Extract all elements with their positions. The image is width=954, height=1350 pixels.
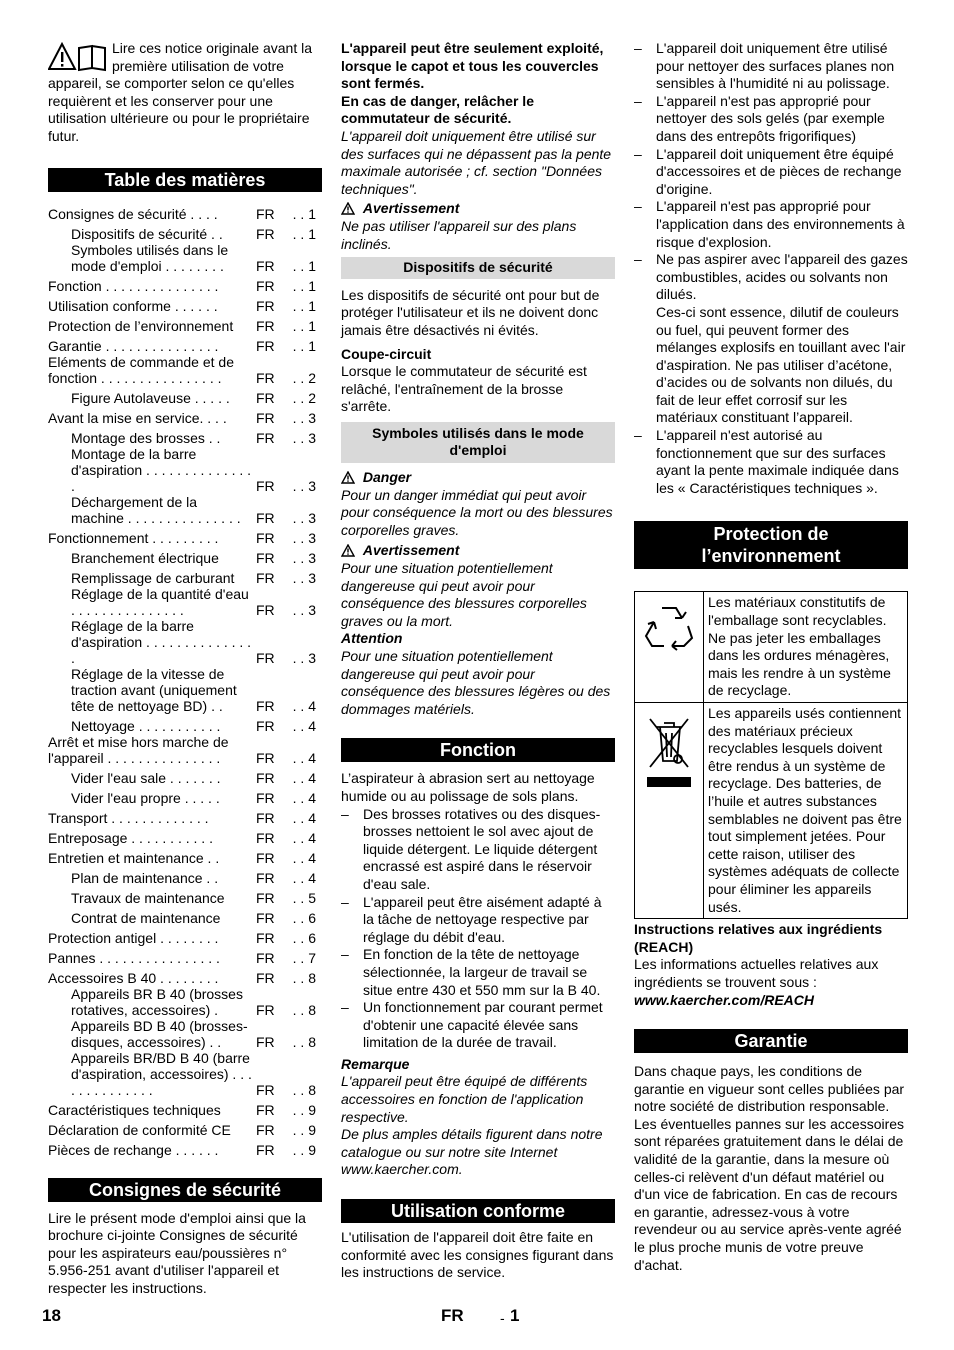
- toc-entry-title: Avant la mise en service. . . .: [48, 409, 227, 426]
- toc-heading: Table des matières: [48, 168, 322, 192]
- toc-entry-page: . . 5: [292, 889, 316, 906]
- toc-entry-page: . . 2: [292, 369, 316, 386]
- reach-text: Les informations actuelles relatives aux ingrédients se trouvent sous :: [634, 956, 879, 990]
- list-item: – L'appareil n'est autorisé au fonctionnement que sur des surfaces ayant la pente maximale indiquée dans les « Caractéristiques techniques ».: [634, 427, 908, 497]
- toc-row[interactable]: [48, 618, 322, 666]
- safety-text: Lire le présent mode d'emploi ainsi que la brochure ci-jointe Consignes de sécurité pour les aspirateurs eau/poussières n° 5.956-251 avant d'utiliser l'appareil et respecter les instructions.: [48, 1209, 306, 1296]
- toc-row[interactable]: [48, 354, 322, 386]
- toc-row[interactable]: [48, 294, 322, 314]
- toc-row[interactable]: [48, 926, 322, 946]
- toc-entry-title: Pannes . . . . . . . . . . . . . . . .: [48, 949, 220, 966]
- slope-note: L'appareil doit uniquement être utilisé sur des surfaces qui ne dépassent pas la pente maximale autorisée ; cf. section "Données techniques".: [341, 127, 612, 197]
- toc-entry-title: Dispositifs de sécurité . .: [71, 225, 223, 242]
- warning-icon: [341, 544, 355, 557]
- toc-entry-title: Caractéristiques techniques: [48, 1101, 221, 1118]
- weee-text: Les appareils usés contiennent des matériaux précieux recyclables lesquels doivent être rendus à un système de recyclage. Des batteries, de l’huile et autres substances semblables ne doivent pas être tout simplement jetées. Pour cette raison, utiliser des systèmes adéquats de collecte pour éliminer les appareils usés.: [704, 703, 908, 919]
- toc-row[interactable]: [48, 946, 322, 966]
- list-item: – L'appareil n'est pas approprié pour l'application dans des environnements à risque d'explosion.: [634, 198, 908, 251]
- toc-entry-page: . . 6: [292, 909, 316, 926]
- toc-row[interactable]: [48, 906, 322, 926]
- devices-text: Les dispositifs de sécurité ont pour but de protéger l'utilisateur et ils ne doivent donc jamais être désactivés ni évités.: [341, 286, 600, 338]
- toc-row[interactable]: [48, 734, 322, 766]
- toc-entry-lang: FR: [256, 409, 275, 426]
- toc-row[interactable]: [48, 446, 322, 494]
- function-list-item: – Un fonctionnement par courant permet d'obtenir une capacité élevée sans limitation de la durée de travail.: [341, 999, 615, 1052]
- devices-heading: Dispositifs de sécurité: [341, 257, 615, 279]
- list-item: – L'appareil doit uniquement être utilisé pour nettoyer des surfaces planes non sensibles à l'humidité ni au polissage.: [634, 40, 908, 93]
- toc-table: [48, 202, 322, 1158]
- safety-heading: Consignes de sécurité: [48, 1178, 322, 1202]
- toc-entry-title: Symboles utilisés dans le mode d'emploi . . . . . . . .: [71, 241, 229, 274]
- toc-entry-title: Réglage de la quantité d'eau . . . . . . . . . . . . . . .: [71, 585, 249, 618]
- toc-entry-page: . . 3: [292, 529, 316, 546]
- toc-row[interactable]: [48, 666, 322, 714]
- toc-row[interactable]: [48, 786, 322, 806]
- column-1: [48, 40, 322, 1298]
- toc-row[interactable]: [48, 886, 322, 906]
- function-list-item: – L'appareil peut être aisément adapté à la tâche de nettoyage respective par réglage du débit d'eau.: [341, 894, 615, 947]
- column-2: [341, 40, 615, 1282]
- toc-entry-title: Protection antigel . . . . . . . .: [48, 929, 219, 946]
- toc-row[interactable]: [48, 966, 322, 986]
- toc-entry-title: Appareils BR/BD B 40 (barre d'aspiration, accessoires) . . . . . . . . . . . . . .: [71, 1049, 252, 1098]
- list-item: – Ne pas aspirer avec l'appareil des gazes combustibles, acides ou solvants non dilués.: [634, 251, 908, 304]
- toc-row[interactable]: [48, 202, 322, 222]
- toc-row[interactable]: [48, 1118, 322, 1138]
- toc-entry-lang: FR: [256, 205, 275, 222]
- toc-entry-lang: FR: [256, 297, 275, 314]
- toc-entry-page: . . 4: [292, 717, 316, 734]
- toc-entry-title: Arrêt et mise hors marche de l'appareil . . . . . . . . . . . . . . .: [48, 733, 229, 766]
- attention-label: Attention: [341, 630, 403, 647]
- function-heading: Fonction: [341, 738, 615, 762]
- toc-row[interactable]: [48, 386, 322, 406]
- toc-row[interactable]: [48, 222, 322, 242]
- toc-entry-title: Appareils BR B 40 (brosses rotatives, accessoires) .: [71, 985, 243, 1018]
- toc-entry-lang: FR: [256, 317, 275, 334]
- toc-entry-page: . . 4: [292, 809, 316, 826]
- recycle-cell: [635, 592, 704, 703]
- toc-entry-title: Travaux de maintenance: [71, 889, 225, 906]
- toc-entry-lang: FR: [256, 889, 275, 906]
- toc-entry-lang: FR: [256, 369, 275, 386]
- environment-heading: Protection de l’environnement: [634, 521, 908, 569]
- toc-entry-title: Accessoires B 40 . . . . . . . .: [48, 969, 219, 986]
- warning-text-2: Pour une situation potentiellement dangereuse qui peut avoir pour conséquence des blessures corporelles graves ou la mort.: [341, 560, 587, 629]
- column-3: [634, 40, 908, 1274]
- toc-entry-page: . . 1: [292, 205, 316, 222]
- toc-entry-lang: FR: [256, 697, 275, 714]
- toc-entry-lang: FR: [256, 869, 275, 886]
- reach-link[interactable]: www.kaercher.com/REACH: [634, 991, 814, 1008]
- toc-entry-title: Déclaration de conformité CE: [48, 1121, 231, 1138]
- toc-entry-title: Transport . . . . . . . . . . . . .: [48, 809, 209, 826]
- toc-entry-lang: FR: [256, 929, 275, 946]
- toc-entry-lang: FR: [256, 1001, 275, 1018]
- toc-entry-lang: FR: [256, 1101, 275, 1118]
- function-list: [341, 806, 615, 1052]
- toc-entry-page: . . 9: [292, 1101, 316, 1118]
- toc-entry-lang: FR: [256, 649, 275, 666]
- toc-row[interactable]: [48, 566, 322, 586]
- toc-entry-page: . . 8: [292, 969, 316, 986]
- toc-row[interactable]: [48, 826, 322, 846]
- toc-entry-page: . . 1: [292, 337, 316, 354]
- toc-entry-title: Montage de la barre d'aspiration . . . . . . . . . . . . . . .: [71, 445, 252, 494]
- toc-entry-title: Contrat de maintenance: [71, 909, 221, 926]
- function-list-item: – En fonction de la tête de nettoyage sélectionnée, la largeur de travail se situe entre 430 et 550 mm sur la B 40.: [341, 946, 615, 999]
- toc-entry-page: . . 1: [292, 225, 316, 242]
- toc-entry-lang: FR: [256, 717, 275, 734]
- cutout-heading: Coupe-circuit: [341, 345, 432, 362]
- toc-row[interactable]: [48, 986, 322, 1018]
- toc-entry-title: Pièces de rechange . . . . . .: [48, 1141, 219, 1158]
- toc-entry-page: . . 4: [292, 749, 316, 766]
- toc-row[interactable]: [48, 866, 322, 886]
- toc-entry-page: . . 4: [292, 829, 316, 846]
- intro-text: Lire ces notice originale avant la première utilisation de votre appareil, se comporter selon ce qu'elles requièrent et les conserver pour une utilisation ultérieure ou pour le propriétaire futur.: [48, 40, 313, 144]
- footer-section-number: 1: [510, 1306, 520, 1325]
- toc-entry-title: Réglage de la barre d'aspiration . . . . . . . . . . . . . . .: [71, 617, 252, 666]
- toc-row[interactable]: [48, 546, 322, 566]
- toc-row[interactable]: [48, 806, 322, 826]
- toc-entry-page: . . 3: [292, 549, 316, 566]
- list-item-extra: Ces-ci sont essence, dilutif de couleurs ou fuel, qui peuvent former des mélanges explosifs en touillant avec l'air d'aspiration. Ne pas utiliser d’acétone, d’acides ou de solvants non dilués, du fait de leur effet corrosif sur les matériaux constituant l’appareil.: [656, 303, 906, 426]
- toc-entry-lang: FR: [256, 969, 275, 986]
- intro-block: [48, 40, 322, 146]
- crossed-bin-icon: [642, 711, 696, 791]
- toc-entry-lang: FR: [256, 429, 275, 446]
- recycle-text: Les matériaux constitutifs de l'emballage sont recyclables. Ne pas jeter les emballages dans les ordures ménagères, mais les rendre à un système de recyclage.: [704, 592, 908, 703]
- toc-row[interactable]: [48, 1018, 322, 1050]
- toc-entry-page: . . 4: [292, 697, 316, 714]
- warning-book-icon: [48, 42, 108, 72]
- toc-entry-lang: FR: [256, 549, 275, 566]
- toc-entry-lang: FR: [256, 789, 275, 806]
- toc-entry-page: . . 3: [292, 477, 316, 494]
- weee-cell: [635, 703, 704, 919]
- toc-entry-page: . . 1: [292, 277, 316, 294]
- toc-entry-lang: FR: [256, 389, 275, 406]
- toc-entry-title: Nettoyage . . . . . . . . . . .: [71, 717, 221, 734]
- toc-entry-lang: FR: [256, 277, 275, 294]
- warning-label-1: [341, 200, 615, 218]
- toc-entry-title: Déchargement de la machine . . . . . . . . . . . . . . .: [71, 493, 241, 526]
- page-number: 18: [42, 1306, 61, 1325]
- toc-entry-title: Eléments de commande et de fonction . . . . . . . . . . . . . . . .: [48, 353, 234, 386]
- toc-entry-page: . . 8: [292, 1001, 316, 1018]
- toc-entry-title: Consignes de sécurité . . . .: [48, 205, 218, 222]
- warning-label-text: Avertissement: [362, 200, 460, 217]
- toc-entry-lang: FR: [256, 509, 275, 526]
- toc-row[interactable]: [48, 1098, 322, 1118]
- toc-row[interactable]: [48, 1050, 322, 1098]
- toc-entry-title: Réglage de la vitesse de traction avant (uniquement tête de nettoyage BD) . .: [71, 665, 237, 714]
- toc-entry-page: . . 6: [292, 929, 316, 946]
- toc-entry-lang: FR: [256, 849, 275, 866]
- toc-entry-lang: FR: [256, 477, 275, 494]
- toc-row[interactable]: [48, 846, 322, 866]
- toc-entry-lang: FR: [256, 1081, 275, 1098]
- toc-entry-lang: FR: [256, 749, 275, 766]
- toc-entry-title: Garantie . . . . . . . . . . . . . . .: [48, 337, 219, 354]
- environment-table: [634, 591, 908, 919]
- toc-entry-page: . . 2: [292, 389, 316, 406]
- toc-entry-lang: FR: [256, 337, 275, 354]
- cutout-text: Lorsque le commutateur de sécurité est relâché, l'entraînement de la brosse s'arrête.: [341, 363, 587, 415]
- toc-entry-page: . . 4: [292, 849, 316, 866]
- footer-separator: -: [500, 1310, 505, 1326]
- list-item: – L'appareil n'est pas approprié pour nettoyer des sols gelés (par exemple dans des entrepôts frigorifiques): [634, 93, 908, 146]
- warning-label-2-text: Avertissement: [362, 542, 460, 559]
- toc-entry-lang: FR: [256, 225, 275, 242]
- toc-entry-lang: FR: [256, 1141, 275, 1158]
- toc-entry-lang: FR: [256, 257, 275, 274]
- danger-label-text: Danger: [362, 469, 412, 486]
- bold-note-2: En cas de danger, relâcher le commutateur de sécurité.: [341, 92, 534, 127]
- toc-row[interactable]: [48, 334, 322, 354]
- toc-row[interactable]: [48, 766, 322, 786]
- toc-entry-title: Plan de maintenance . .: [71, 869, 219, 886]
- usage-heading: Utilisation conforme: [341, 1199, 615, 1223]
- warning-label-2: [341, 542, 615, 560]
- toc-entry-lang: FR: [256, 949, 275, 966]
- toc-entry-title: Fonctionnement . . . . . . . . .: [48, 529, 219, 546]
- toc-entry-lang: FR: [256, 529, 275, 546]
- toc-entry-page: . . 3: [292, 601, 316, 618]
- toc-entry-title: Entreposage . . . . . . . . . . .: [48, 829, 213, 846]
- toc-row[interactable]: [48, 274, 322, 294]
- toc-entry-lang: FR: [256, 1121, 275, 1138]
- toc-row[interactable]: [48, 714, 322, 734]
- toc-entry-page: . . 3: [292, 509, 316, 526]
- toc-entry-lang: FR: [256, 601, 275, 618]
- toc-entry-page: . . 1: [292, 257, 316, 274]
- toc-entry-page: . . 9: [292, 1121, 316, 1138]
- remark-label: Remarque: [341, 1055, 410, 1072]
- toc-entry-page: . . 3: [292, 429, 316, 446]
- symbols-heading: Symboles utilisés dans le mode d'emploi: [341, 422, 615, 463]
- function-list-item: – Des brosses rotatives ou des disques-brosses nettoient le sol avec ajout de liquide détergent. Le liquide détergent encrassé est aspiré dans le réservoir d'eau sale.: [341, 806, 615, 894]
- toc-row[interactable]: [48, 426, 322, 446]
- toc-entry-title: Protection de l’environnement: [48, 317, 234, 334]
- reach-heading: Instructions relatives aux ingrédients (REACH): [634, 921, 883, 955]
- toc-entry-page: . . 1: [292, 297, 316, 314]
- toc-row[interactable]: [48, 406, 322, 426]
- toc-row[interactable]: [48, 1138, 322, 1158]
- toc-entry-title: Fonction . . . . . . . . . . . . . . .: [48, 277, 219, 294]
- toc-entry-page: . . 3: [292, 569, 316, 586]
- remark-text-2: De plus amples détails figurent dans notre catalogue ou sur notre site Internet www.kaercher.com.: [341, 1126, 603, 1178]
- footer-lang: FR: [441, 1306, 464, 1325]
- toc-entry-page: . . 7: [292, 949, 316, 966]
- toc-entry-lang: FR: [256, 809, 275, 826]
- warranty-text: Dans chaque pays, les conditions de garantie en vigueur sont celles publiées par notre société de distribution responsable. Les éventuelles pannes sur les accessoires sont réparées gratuitement dans le délai de validité de la garantie, dans la mesure où celles-ci relèvent d'un défaut matériel ou d'un vice de fabrication. En cas de recours en garantie, adressez-vous à votre revendeur ou au service après-vente agréé le plus proche munis de votre preuve d'achat.: [634, 1063, 905, 1273]
- toc-entry-page: . . 8: [292, 1033, 316, 1050]
- toc-entry-page: . . 8: [292, 1081, 316, 1098]
- warranty-heading: Garantie: [634, 1029, 908, 1053]
- toc-entry-page: . . 9: [292, 1141, 316, 1158]
- toc-entry-page: . . 3: [292, 409, 316, 426]
- toc-entry-page: . . 4: [292, 789, 316, 806]
- toc-entry-title: Remplissage de carburant: [71, 569, 235, 586]
- remark-text-1: L'appareil peut être équipé de différents accessoires en fonction de l'application respective.: [341, 1073, 588, 1125]
- toc-entry-lang: FR: [256, 909, 275, 926]
- danger-text: Pour un danger immédiat qui peut avoir pour conséquence la mort ou des blessures corporelles graves.: [341, 486, 613, 538]
- toc-entry-title: Montage des brosses . .: [71, 429, 221, 446]
- toc-entry-lang: FR: [256, 829, 275, 846]
- toc-entry-title: Utilisation conforme . . . . . .: [48, 297, 218, 314]
- toc-row[interactable]: [48, 314, 322, 334]
- toc-entry-title: Branchement électrique: [71, 549, 219, 566]
- incline-note: Ne pas utiliser l'appareil sur des plans inclinés.: [341, 217, 577, 252]
- bold-note-1: L'appareil peut être seulement exploité, lorsque le capot et tous les couvercles sont fermés.: [341, 40, 604, 92]
- toc-entry-page: . . 3: [292, 649, 316, 666]
- toc-entry-title: Appareils BD B 40 (brosses-disques, accessoires) . .: [71, 1017, 248, 1050]
- toc-entry-title: Vider l'eau sale . . . . . . .: [71, 769, 221, 786]
- toc-row[interactable]: [48, 586, 322, 618]
- toc-entry-page: . . 4: [292, 869, 316, 886]
- warning-icon: [341, 202, 355, 215]
- toc-entry-page: . . 4: [292, 769, 316, 786]
- function-intro: L’aspirateur à abrasion sert au nettoyage humide ou au polissage de sols plans.: [341, 770, 595, 804]
- toc-entry-page: . . 1: [292, 317, 316, 334]
- toc-row[interactable]: [48, 526, 322, 546]
- toc-entry-lang: FR: [256, 1033, 275, 1050]
- toc-entry-title: Vider l'eau propre . . . . .: [71, 789, 220, 806]
- toc-entry-title: Figure Autolaveuse . . . . .: [71, 389, 230, 406]
- recycle-icon: [642, 600, 696, 654]
- usage-text: L'utilisation de l'appareil doit être faite en conformité avec les consignes figurant dans les instructions de service.: [341, 1229, 614, 1281]
- toc-entry-lang: FR: [256, 769, 275, 786]
- toc-row[interactable]: [48, 494, 322, 526]
- toc-entry-lang: FR: [256, 569, 275, 586]
- danger-icon: [341, 471, 355, 484]
- danger-label: [341, 469, 615, 487]
- attention-text: Pour une situation potentiellement dangereuse qui peut avoir pour conséquence des blessures légères ou des dommages matériels.: [341, 648, 611, 717]
- list-item: – L'appareil doit uniquement être équipé d'accessoires et de pièces de rechange d'origine.: [634, 146, 908, 199]
- toc-row[interactable]: [48, 242, 322, 274]
- toc-entry-title: Entretien et maintenance . .: [48, 849, 220, 866]
